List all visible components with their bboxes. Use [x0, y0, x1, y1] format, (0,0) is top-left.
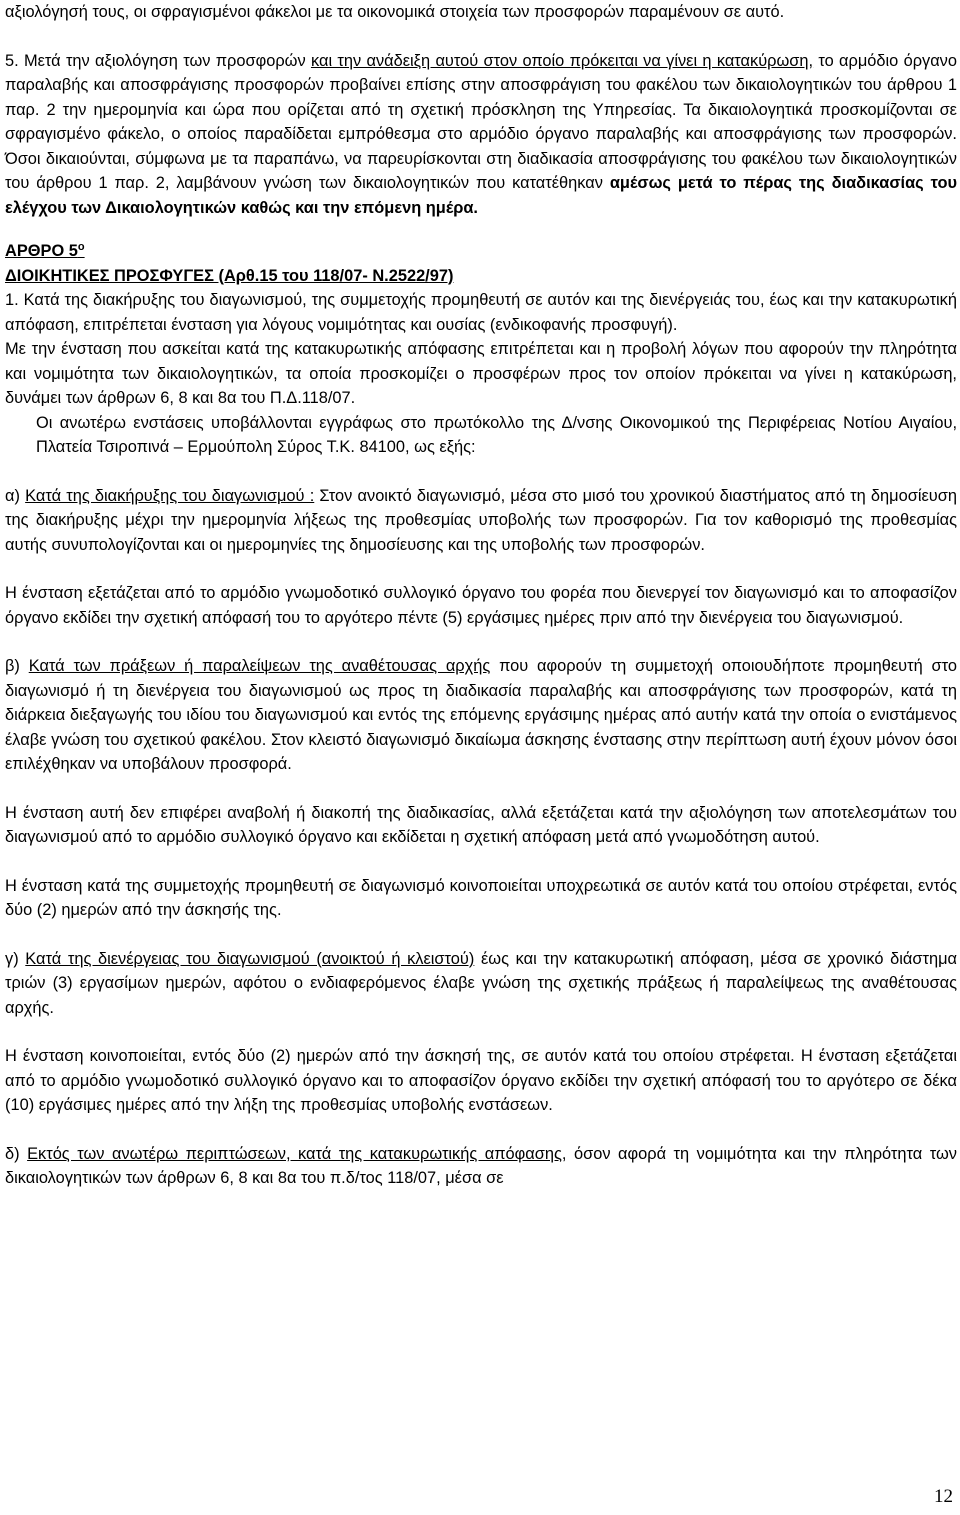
- item-5-text-start: 5. Μετά την αξιολόγηση των προσφορών: [5, 51, 311, 70]
- section-a: [5, 484, 957, 558]
- section-b-note-2: Η ένσταση κατά της συμμετοχής προμηθευτή σε διαγωνισμό κοινοποιείται υποχρεωτικά σε αυτόν κατά του οποίου στρέφεται, εντός δύο (2) ημερών από την άσκησής της.: [5, 876, 957, 919]
- section-b-text: που αφορούν τη συμμετοχή οποιουδήποτε προμηθευτή στο διαγωνισμό ή τη διενέργεια του διαγωνισμού ως προς τη διαδικασία παραλαβής και αποσφράγισης των προσφορών, κατά τη διάρκεια διεξαγωγής του ιδίου του διαγωνισμού και εντός της επόμενης εργάσιμης ημέρας από αυτήν κατά την οποία ο ενιστάμενος έλαβε γνώση του σχετικού φακέλου. Στον κλειστό διαγωνισμό δικαίωμα άσκησης ένστασης στην περίπτωση αυτή έχουν μόνον όσοι επιλέχθηκαν να υποβάλουν προσφορά.: [5, 657, 957, 773]
- section-c-note: Η ένσταση κοινοποιείται, εντός δύο (2) ημερών από την άσκησή της, σε αυτόν κατά του οποίου στρέφεται. Η ένσταση εξετάζεται από το αρμόδιο γνωμοδοτικό συλλογικό όργανο και το αποφασίζον όργανο εκδίδει την σχετική απόφασή του το αργότερο σε δέκα (10) εργάσιμες ημέρες από την λήξη της προθεσμίας υποβολής ενστάσεων.: [5, 1047, 957, 1114]
- article-heading: [5, 239, 957, 288]
- section-c: [5, 947, 957, 1021]
- article-subtitle: ΔΙΟΙΚΗΤΙΚΕΣ ΠΡΟΣΦΥΓΕΣ (Αρθ.15 του 118/07- Ν.2522/97): [5, 266, 454, 285]
- item-5-underlined-text: και την ανάδειξη αυτού στον οποίο πρόκειται να γίνει η κατακύρωση,: [310, 51, 814, 70]
- section-b-note-1: Η ένσταση αυτή δεν επιφέρει αναβολή ή διακοπή της διαδικασίας, αλλά εξετάζεται κατά την αξιολόγηση των αποτελεσμάτων του διαγωνισμού από το αρμόδιο συλλογικό όργανο και εκδίδεται η σχετική απόφαση μετά από γνωμοδότηση αυτού.: [5, 803, 957, 846]
- section-d-heading: Εκτός των ανωτέρω περιπτώσεων, κατά της κατακυρωτικής απόφασης: [27, 1144, 562, 1163]
- paragraph-1: 1. Κατά της διακήρυξης του διαγωνισμού, της συμμετοχής προμηθευτή σε αυτόν και της διενέργειάς του, έως και την κατακυρωτική απόφαση, επιτρέπεται ένσταση για λόγους νομιμότητας και ουσίας (ενδικοφανής προσφυγή).: [5, 291, 957, 334]
- document-page: [5, 0, 957, 1515]
- paragraph-item-5: [5, 49, 957, 221]
- section-b-heading: Κατά των πράξεων ή παραλείψεων της αναθέτουσας αρχής: [28, 657, 491, 675]
- section-d-text: , όσον αφορά τη νομιμότητα και την πληρότητα των δικαιολογητικών των άρθρων 6, 8 και 8α του π.δ/τος 118/07, μέσα σε: [5, 1144, 957, 1187]
- section-c-prefix: γ): [5, 949, 26, 968]
- section-c-heading: Κατά της διενέργειας του διαγωνισμού (ανοικτού ή κλειστού): [25, 949, 475, 968]
- page-number: 12: [934, 1486, 953, 1507]
- section-b-prefix: β): [5, 657, 29, 675]
- section-c-text: έως και την κατακυρωτική απόφαση, μέσα σε χρονικό διάστημα τριών (3) εργασίμων ημερών, αφότου ο ενδιαφερόμενος έλαβε γνώση της σχετικής πράξεως ή παραλείψεως της αναθέτουσας αρχής.: [5, 949, 958, 1017]
- article-title-superscript: ο: [77, 241, 85, 253]
- paragraph-2: Με την ένσταση που ασκείται κατά της κατακυρωτικής απόφασης επιτρέπεται και η προβολή λόγων που αφορούν την πληρότητα και νομιμότητα των δικαιολογητικών, τα οποία προσκομίζει ο προσφέρων προς τον οποίον πρόκειται να γίνει η κατακύρωση, δυνάμει των άρθρων 6, 8 και 8α του Π.Δ.118/07.: [5, 340, 957, 407]
- article-title: [5, 239, 957, 264]
- section-b: [5, 654, 957, 777]
- section-d-prefix: δ): [5, 1144, 28, 1163]
- article-title-text: ΑΡΘΡΟ 5: [5, 242, 78, 260]
- section-a-prefix: α): [5, 486, 26, 505]
- paragraph-continuation: αξιολόγησή τους, οι σφραγισμένοι φάκελοι με τα οικονομικά στοιχεία των προσφορών παραμένουν σε αυτό.: [5, 3, 785, 21]
- paragraph-3: Οι ανωτέρω ενστάσεις υποβάλλονται εγγράφως στο πρωτόκολλο της Δ/νσης Οικονομικού της Περιφέρειας Νοτίου Αιγαίου, Πλατεία Τσιροπινά – Ερμούπολη Σύρος Τ.Κ. 84100, ως εξής:: [36, 413, 957, 456]
- section-a-note: Η ένσταση εξετάζεται από το αρμόδιο γνωμοδοτικό συλλογικό όργανο του φορέα που διενεργεί τον διαγωνισμό και το αποφασίζον όργανο εκδίδει την σχετική απόφασή του το αργότερο πέντε (5) εργάσιμες ημέρες πριν από την διενέργεια του διαγωνισμού.: [5, 584, 957, 627]
- item-5-bold-text: αμέσως μετά το πέρας της διαδικασίας του ελέγχου των Δικαιολογητικών καθώς και την επόμενη ημέρα.: [5, 174, 958, 217]
- item-5-text-body: το αρμόδιο όργανο παραλαβής και αποσφράγισης προσφορών προβαίνει επίσης στην αποσφράγιση του φακέλου των δικαιολογητικών του άρθρου 1 παρ. 2 την ημερομηνία και ώρα που ορίζεται από τη σχετική πρόσκληση της Υπηρεσίας. Τα δικαιολογητικά προσκομίζονται σε σφραγισμένο φάκελο, ο οποίος παραδίδεται εμπρόθεσμα στο αρμόδιο όργανο παραλαβής και αποσφράγισης των προσφορών. Όσοι δικαιούνται, σύμφωνα με τα παραπάνω, να παρευρίσκονται στη διαδικασία αποσφράγισης του φακέλου των δικαιολογητικών του άρθρου 1 παρ. 2, λαμβάνουν γνώση των δικαιολογητικών που κατατέθηκαν: [5, 51, 957, 192]
- section-d: [5, 1142, 957, 1191]
- section-a-text: Στον ανοικτό διαγωνισμό, μέσα στο μισό του χρονικού διαστήματος από τη δημοσίευση της διακήρυξης μέχρι την ημερομηνία λήξεως της προθεσμίας υποβολής των προσφορών. Για τον καθορισμό της προθεσμίας αυτής συνυπολογίζονται και οι ημερομηνίες της δημοσίευσης και της υποβολής των προσφορών.: [5, 486, 957, 554]
- section-a-heading: Κατά της διακήρυξης του διαγωνισμού :: [25, 486, 315, 505]
